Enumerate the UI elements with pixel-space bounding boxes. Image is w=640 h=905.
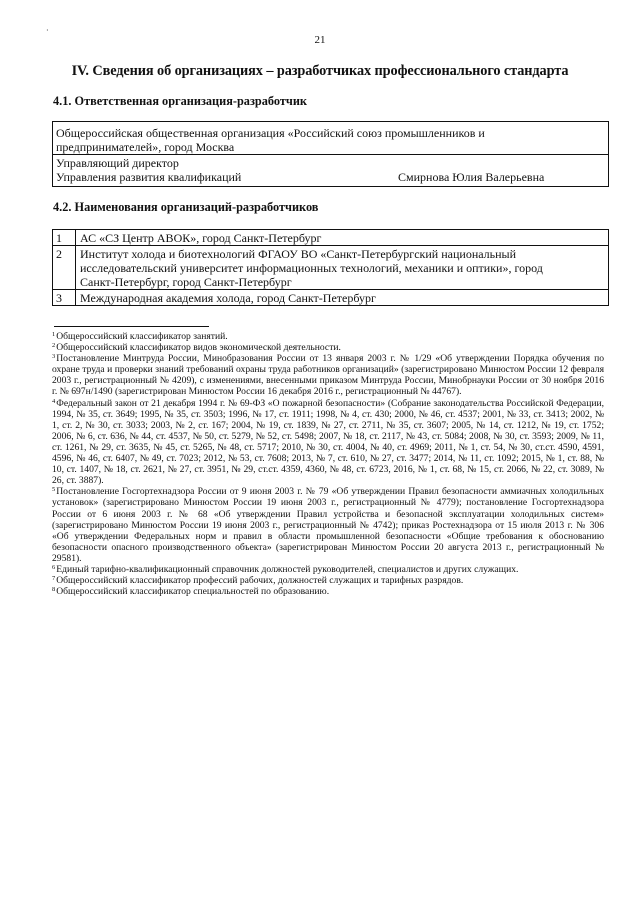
footnotes — [52, 331, 604, 597]
developer-org-line: Международная академия холода, город Санкт-Петербург — [80, 291, 376, 305]
footnote: $^2$Общероссийский классификатор видов экономической деятельности. — [52, 342, 341, 354]
table-row-divider — [52, 289, 608, 290]
developer-org-line: исследовательский университет информационных технологий, механики и оптики», город — [80, 261, 543, 275]
footnote: $^7$Общероссийский классификатор профессий рабочих, должностей служащих и тарифных разрядов. — [52, 575, 464, 587]
table-column-divider — [75, 229, 76, 305]
footnote: $^3$Постановление Минтруда России, Минобразования России от 13 января 2003 г. № 1/29 «Об утверждении Порядка обучения по охране труда и проверки знаний требований охраны труда работников организаций» (зарегистрировано Минюстом России 12 февраля 2003 г., регистрационный № 4209), с изменениями, внесенными приказом Минтруда России, Минобрнауки России от 30 ноября 2016 г. № 697н/1490 (зарегистрирован Минюстом России 16 декабря 2016 г., регистрационный № 44767). — [52, 353, 604, 398]
footnote: $^5$Постановление Госгортехнадзора России от 9 июня 2003 г. № 79 «Об утверждении Правил безопасности аммиачных холодильных установок» (зарегистрировано Минюстом России 19 июня 2003 г., регистрационный № 4779); постановление Госгортехнадзора России от 6 июня 2003 г. № 68 «Об утверждении Правил устройства и безопасной эксплуатации холодильных систем» (зарегистрировано Минюстом России 19 июня 2003 г., регистрационный № 4742); приказ Ростехнадзора от 15 июля 2013 г. № 306 «Об утверждении Федеральных норм и правил в области промышленной безопасности «Общие требования к обоснованию безопасности опасного производственного объекта» (зарегистрирован Минюстом России 20 августа 2013 г., регистрационный № 29581). — [52, 486, 604, 564]
footnote: $^8$Общероссийский классификатор специальностей по образованию. — [52, 586, 330, 598]
row-number: 2 — [56, 247, 62, 261]
footnote-separator — [54, 326, 209, 327]
row-number: 1 — [56, 231, 62, 245]
table-divider — [52, 154, 608, 155]
responsible-org-heading: 4.1. Ответственная организация-разработчик — [53, 94, 307, 108]
footnote: $^6$Единый тарифно-квалификационный справочник должностей руководителей, специалистов и других служащих. — [52, 563, 519, 575]
row-number: 3 — [56, 291, 62, 305]
footnote: $^1$Общероссийский классификатор занятий. — [52, 331, 228, 342]
developer-org-line: Институт холода и биотехнологий ФГАОУ ВО «Санкт-Петербургский национальный — [80, 247, 517, 261]
developers-heading: 4.2. Наименования организаций-разработчиков — [53, 200, 319, 214]
position-title: Управляющий директор — [56, 156, 179, 170]
footnote: $^4$Федеральный закон от 21 декабря 1994 г. № 69-ФЗ «О пожарной безопасности» (Собрание законодательства Российской Федерации, 1994, № 35, ст. 3649; 1995, № 35, ст. 3503; 1996, № 17, ст. 1911; 1998, № 4, ст. 430; 2000, № 46, ст. 4537; 2001, № 33, ст. 3413; 2002, № 1, ст. 2, № 30, ст. 3033; 2003, № 2, ст. 167; 2004, № 19, ст. 1839, № 27, ст. 2711, № 35, ст. 3607; 2005, № 14, ст. 1212, № 19, ст. 1752; 2006, № 6, ст. 636, № 44, ст. 4537, № 50, ст. 5279, № 52, ст. 5498; 2007, № 18, ст. 2117, № 43, ст. 5084; 2008, № 30, ст. 3593; 2009, № 11, ст. 1261, № 29, ст. 3635, № 45, ст. 5265, № 48, ст. 5717; 2010, № 30, ст. 4004, № 40, ст. 4969; 2011, № 1, ст. 54, № 30, ст.ст. 4590, 4591, 4596, № 46, ст. 6407, № 49, ст. 7023; 2012, № 53, ст. 7608; 2013, № 7, ст. 610, № 27, ст. 3477; 2014, № 11, ст. 1092; 2015, № 1, ст. 88, № 10, ст. 1407, № 18, ст. 2621, № 27, ст. 3951, № 29, ст.ст. 4359, 4360, № 48, ст. 6723, 2016, № 1, ст. 68, № 15, ст. 2066, № 22, ст. 3089, № 26, ст. 3887). — [52, 397, 604, 487]
department-name: Управления развития квалификаций — [56, 170, 242, 184]
section-title: IV. Сведения об организациях – разработчиках профессионального стандарта — [71, 63, 569, 79]
org-name-line-1: Общероссийская общественная организация «Российский союз промышленников и — [56, 126, 485, 140]
scan-mark: · — [46, 26, 49, 35]
developer-org-line: Санкт-Петербург, город Санкт-Петербург — [80, 275, 292, 289]
page-number: 21 — [314, 34, 326, 46]
responsible-person: Смирнова Юлия Валерьевна — [398, 170, 545, 184]
developer-org-line: АС «СЗ Центр АВОК», город Санкт-Петербург — [80, 231, 322, 245]
table-row-divider — [52, 245, 608, 246]
org-name-line-2: предпринимателей», город Москва — [56, 140, 235, 154]
